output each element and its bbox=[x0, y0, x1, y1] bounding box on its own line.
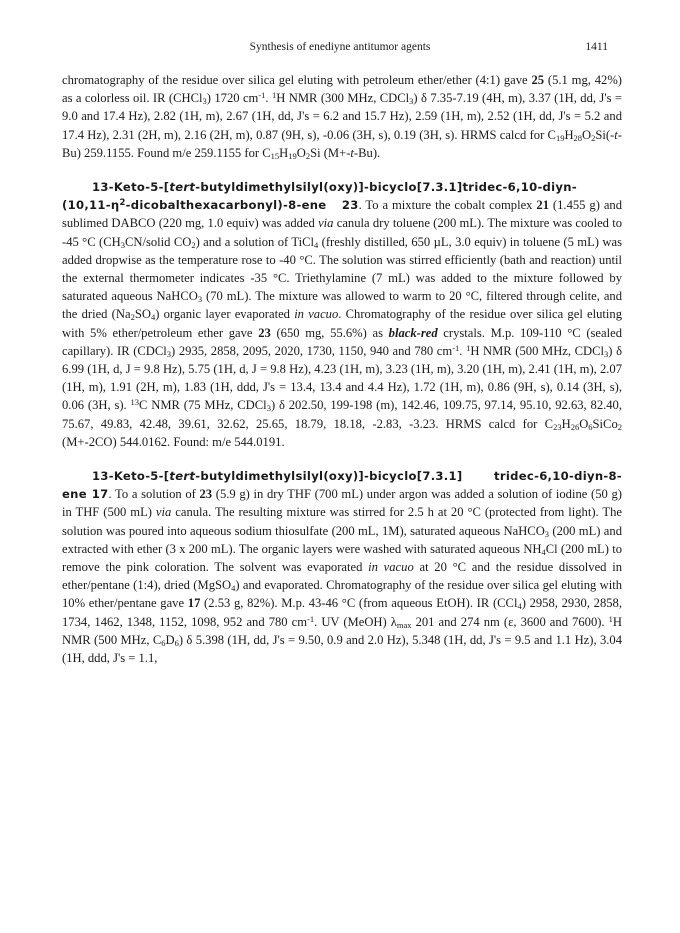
paragraph-compound-23-procedure: $13-Keto-5-[tert-butyldimethylsilyl(oxy)]-bicyclo[7.3.1]tridec-6,10-diyn-(10,11-\eta^2-dicobalthexacarbonyl)-8$-ene 23. To a mixture the cobalt complex 21 (1.455 g) and sublimed DABCO (220 mg, 1.0 equiv) was added via canula dry toluene (200 mL). The mixture was cooled to -45 °C ($CH_3CN$/solid $CO_2$) and a solution of TiCl$_4$ (freshly distilled, 650 µL, 3.0 equiv) in toluene (5 mL) was added dropwise as the temperature rose to -40 °C. The solution was stirred efficiently (bath and reaction) until the external thermometer indicates -35 °C. Triethylamine (7 mL) was added to the mixture followed by saturated aqueous NaHCO$_3$ (70 mL). The mixture was allowed to warm to 20 °C, filtered through celite, and the dried $(Na_2SO_4)$ organic layer evaporated in vacuo. Chromatography of the residue over silica gel eluting with 5% ether/petroleum ether gave 23 (650 mg, 55.6%) as black-red crystals. M.p. 109-110 °C (sealed capillary). IR (CDCl$_3$) 2935, 2858, 2095, 2020, 1730, 1150, 940 and 780 $cm^{-1}$. $^1$H NMR (500 MHz, CDCl$_3$) δ 6.99 (1H, d, J = 9.8 Hz), 5.75 (1H, d, J = 9.8 Hz), 4.23 (1H, m), 3.23 (1H, m), 3.20 (1H, m), 2.41 (1H, m), 2.07 (1H, m), 1.91 (2H, m), 1.83 (1H, ddd, J's = 13.4, 13.4 and 4.4 Hz), 1.72 (1H, m), 0.86 (9H, s), 0.14 (3H, s), 0.06 (3H, s). $^{13}$C NMR (75 MHz, CDCl$_3$) δ 202.50, 199-198 (m), 142.46, 109.75, 97.14, 95.10, 92.63, 82.40, 75.67, 49.83, 42.48, 39.61, 32.62, 25.65, 18.79, 18.18, -2.83, -3.23. HRMS calcd for $C_{23}H_{26}O_6SiCo_2$ (M+-2CO) 544.0162. Found: m/e 544.0191. bbox=[62, 180, 623, 449]
compound-number: 23 bbox=[258, 325, 271, 340]
page-header bbox=[0, 41, 680, 57]
compound-number: 25 bbox=[531, 73, 545, 87]
compound-heading-23: $13-Keto-5-[tert-butyldimethylsilyl(oxy)]-bicyclo[7.3.1]tridec-6,10-diyn-(10,11-\eta^2-dicobalthexacarbonyl)-8$-ene 23 bbox=[62, 180, 577, 213]
paragraph-compound-17-procedure: 13-Keto-5-[tert-butyldimethylsilyl(oxy)]-bicyclo[7.3.1] tridec-6,10-diyn-8-ene 17. To a solution of 23 (5.9 g) in dry THF (700 mL) under argon was added a solution of iodine (50 g) in THF (500 mL) via canula. The resulting mixture was stirred for 2.5 h at 20 °C (protected from light). The solution was poured into aqueous sodium thiosulfate (200 mL, 1M), saturated aqueous NaHCO$_3$ (200 mL) and extracted with ether (3 x 200 mL). The organic layers were washed with saturated aqueous $NH_4Cl$ (200 mL) to remove the pink coloration. The solvent was evaporated in vacuo at 20 °C and the residue dissolved in ether/pentane (1:4), dried (MgSO$_4$) and evaporated. Chromatography of the residue over silica gel eluting with 10% ether/pentane gave 17 (2.53 g, 82%). M.p. 43-46 °C (from aqueous EtOH). IR (CCl$_4$) 2958, 2930, 2858, 1734, 1462, 1348, 1152, 1098, 952 and 780 $cm^{-1}$. UV (MeOH) $\lambda_{max}$ 201 and 274 nm (ε, 3600 and 7600). $^1$H NMR (500 MHz, $C_6D_6$) δ 5.398 (1H, dd, J's = 9.50, 0.9 and 2.0 Hz), 5.348 (1H, dd, J's = 9.5 and 1.1 Hz), 3.04 (1H, ddd, J's = 1.1, bbox=[62, 469, 623, 666]
running-head: Synthesis of enediyne antitumor agents bbox=[249, 41, 431, 53]
compound-heading-17: 13-Keto-5-[tert-butyldimethylsilyl(oxy)]-bicyclo[7.3.1] tridec-6,10-diyn-8-ene 17 bbox=[62, 469, 622, 502]
page-number: 1411 bbox=[585, 41, 608, 53]
compound-number: 17 bbox=[187, 596, 201, 611]
compound-number: 23 bbox=[199, 487, 213, 502]
body-text bbox=[62, 71, 622, 667]
compound-number: 21 bbox=[536, 198, 549, 213]
paragraph-compound-25-data: chromatography of the residue over silica gel eluting with petroleum ether/ether (4:1) gave 25 (5.1 mg, 42%) as a colorless oil. IR (CHCl$_3$) 1720 $cm^{-1}$. $^1$H NMR (300 MHz, CDCl$_3$) δ 7.35-7.19 (4H, m), 3.37 (1H, dd, J's = 9.0 and 17.4 Hz), 2.82 (1H, m), 2.67 (1H, dd, J's = 6.2 and 15.7 Hz), 2.59 (1H, m), 2.52 (1H, dd, J's = 5.2 and 17.4 Hz), 2.31 (2H, m), 2.16 (2H, m), 0.87 (9H, s), -0.06 (3H, s), 0.19 (3H, s). HRMS calcd for $C_{19}H_{28}O_2Si(-t-Bu)$ 259.1155. Found m/e 259.1155 for $C_{15}H_{19}O_2Si$ (M+-t-Bu). bbox=[62, 73, 623, 161]
compound-number: 23 bbox=[341, 198, 359, 213]
